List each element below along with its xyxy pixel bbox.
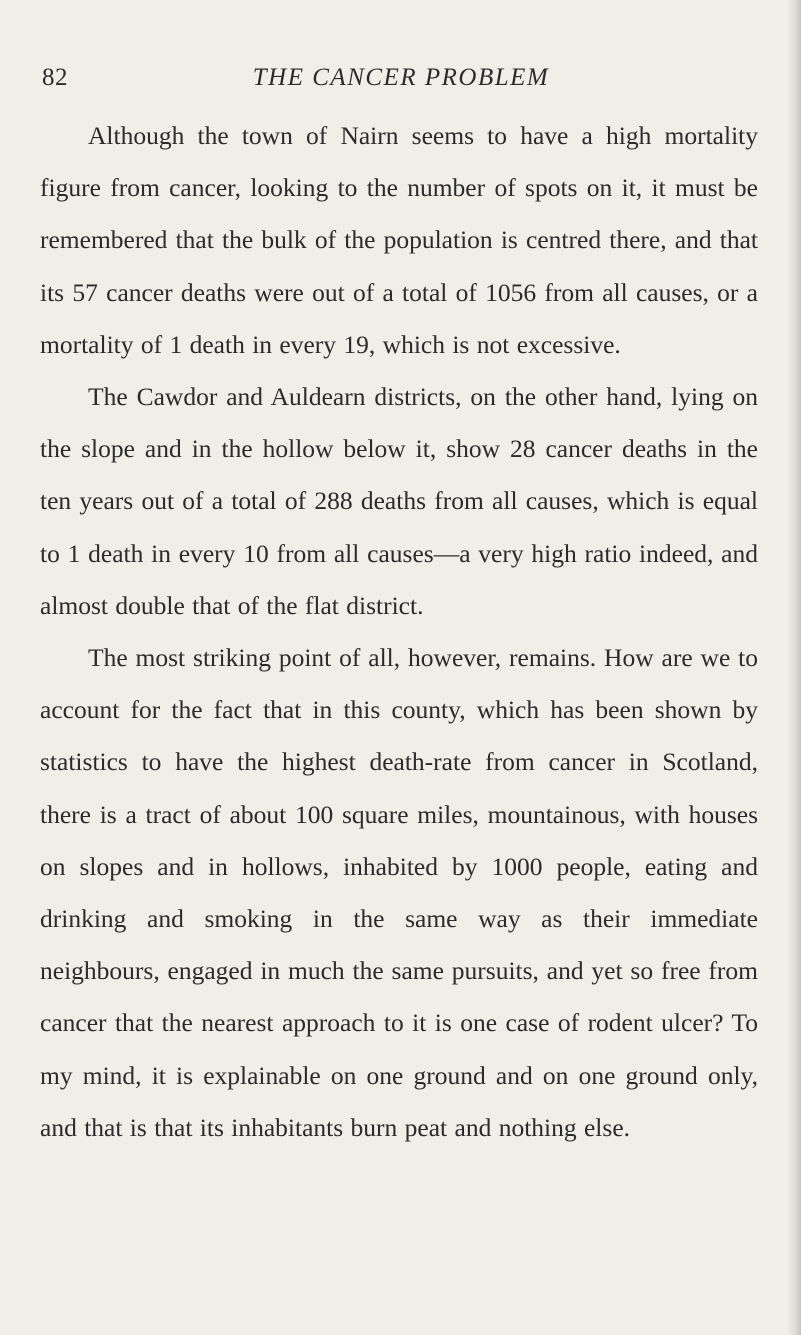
paragraph-cawdor-auldearn: The Cawdor and Auldearn districts, on the other hand, lying on the slope and in the hollow below it, show 28 cancer deaths in the ten years out of a total of 288 deaths from all causes, which is equal to 1 death in every 10 from all causes—a very high ratio indeed, and almost double that of the flat district. [40,382,758,620]
page-edge-shadow [787,0,801,1335]
running-title: THE CANCER PROBLEM [252,64,550,91]
body-text [40,110,758,1154]
paragraph-nairn: Although the town of Nairn seems to have a high mortality figure from cancer, looking to the number of spots on it, it must be remembered that the bulk of the population is centred there, and that its 57 cancer deaths were out of a total of 1056 from all causes, or a mortality of 1 death in every 19, which is not excessive. [40,121,758,359]
page-header [42,58,760,98]
paragraph-striking-point: The most striking point of all, however, remains. How are we to account for the fact that in this county, which has been shown by statistics to have the highest death-rate from cancer in Scotland, there is a tract of about 100 square miles, mountainous, with houses on slopes and in hollows, inhabited by 1000 people, eating and drinking and smoking in the same way as their immediate neighbours, engaged in much the same pursuits, and yet so free from cancer that the nearest approach to it is one case of rodent ulcer? To my mind, it is explainable on one ground and on one ground only, and that is that its inhabitants burn peat and nothing else. [40,643,758,1142]
page-number: 82 [42,64,68,91]
